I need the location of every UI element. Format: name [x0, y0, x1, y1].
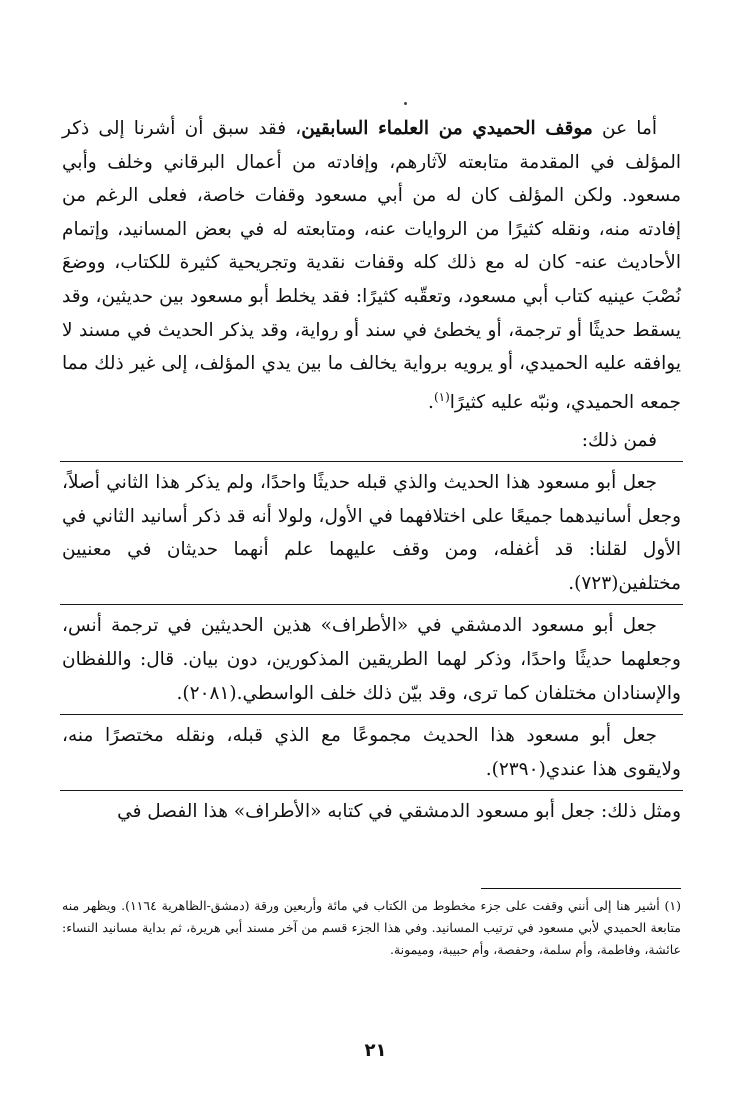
example-paragraph-3: جعل أبو مسعود هذا الحديث مجموعًا مع الذي قبله، ونقله مختصرًا منه، ولايقوى هذا عندي(٢٣٩٠).: [62, 725, 681, 780]
examples-label: فمن ذلك:: [581, 429, 657, 451]
footnote-1: (١) أشير هنا إلى أنني وقفت على جزء مخطوط من الكتاب في مائة وأربعين ورقة (دمشق-الظاهرية ١١٦٤). ويظهر منه متابعة الحميدي لأبي مسعود في ترتيب المسانيد. وفي هذا الجزء قسم من آخر مسند أبي هريرة، ثم بداية مسانيد النساء: عائشة، وفاطمة، وأم سلمة، وحفصة، وأم حبيبة، وميمونة.: [62, 898, 681, 957]
footnotes: [62, 895, 681, 961]
page-number: ٢١: [364, 1040, 387, 1061]
divider: [60, 461, 683, 462]
divider: [60, 714, 683, 715]
divider: [60, 604, 683, 605]
intro-lead: أما عن: [592, 118, 657, 139]
example-paragraph-2: جعل أبو مسعود الدمشقي في «الأطراف» هذين الحديثين في ترجمة أنس، وجعلهما حديثًا واحدًا، وذكر لهما الطريقين المذكورين، دون بيان. قال: واللفظان والإسنادان مختلفان كما ترى، وقد بيّن ذلك خلف الواسطي.(٢٠٨١).: [62, 615, 681, 704]
example-paragraph-4: ومثل ذلك: جعل أبو مسعود الدمشقي في كتابه «الأطراف» هذا الفصل في: [117, 801, 681, 823]
intro-end: .: [428, 391, 434, 413]
main-text: [62, 112, 681, 829]
divider: [60, 790, 683, 791]
example-paragraph-1: جعل أبو مسعود هذا الحديث والذي قبله حديثًا واحدًا، ولم يذكر هذا الثاني أصلاً، وجعل أسانيدهما جميعًا على اختلافهما في الأول، ولولا أنه قد ذكر أسانيد الثاني في الأول لقلنا: قد أغفله، ومن وقف عليهما علم أنهما حديثان في معنيين مختلفين(٧٢٣).: [62, 472, 682, 594]
intro-paragraph: [62, 112, 681, 420]
footnote-reference: (١): [433, 389, 450, 404]
intro-text: ، فقد سبق أن أشرنا إلى ذكر المؤلف في المقدمة متابعته لآثارهم، وإفادته من أعمال البرقاني وخلف وأبي مسعود. ولكن المؤلف كان له من أبي مسعود وقفات خاصة، فعلى الرغم من إفادته منه، ونقله كثيرًا من الروايات عنه، ومتابعته له في بعض المسانيد، وإتمام الأحاديث عنه- كان له مع ذلك كله وقفات نقدية وتجريحية كثيرة للكتاب، ووضعَ نُصْبَ عينيه كتاب أبي مسعود، وتعقّبه كثيرًا: فقد يخلط أبو مسعود بين حديثين، وقد يسقط حديثًا أو ترجمة، أو يخطئ في سند أو رواية، وقد يذكر الحديث في مسند لا يوافقه عليه الحميدي، أو يرويه برواية يخالف ما بين يدي المؤلف، إلى غير ذلك مما جمعه الحميدي، ونبّه عليه كثيرًا: [62, 118, 681, 413]
ink-dot: [404, 102, 407, 105]
section-heading: موقف الحميدي من العلماء السابقين: [301, 118, 593, 139]
footnote-divider: [481, 888, 681, 889]
